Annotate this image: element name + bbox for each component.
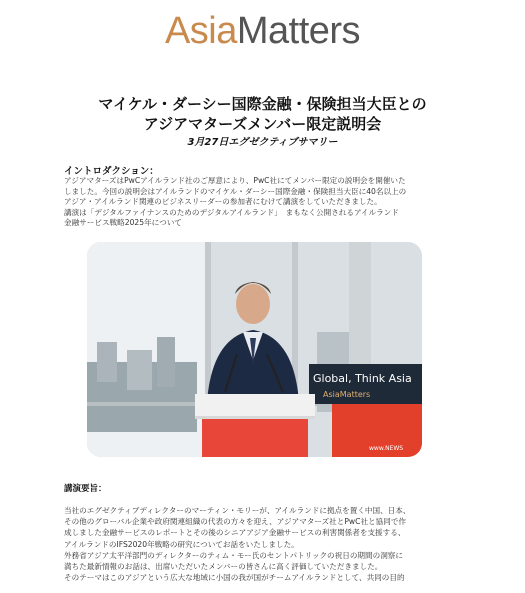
lecture-line: 外務省アジア太平洋部門のディレクターのティム・モー氏のセントパトリックの祝日の期間の洞察に — [64, 550, 403, 560]
event-photo — [87, 242, 422, 457]
lecture-line: その他のグローバル企業や政府関連組織の代表の方々を迎え、アジアマターズ社とPwC社と協同で作 — [64, 517, 407, 527]
intro-line: しました。今回の説明会はアイルランドのマイケル・ダーシー国際金融・保険担当大臣に40名以上の — [64, 186, 407, 196]
banner-text: Global, Think Asia — [313, 372, 412, 385]
asiamatters-logo — [0, 6, 525, 56]
lecture-heading: 講演要旨： — [64, 484, 107, 494]
banner-subtext: AsiaMatters — [323, 390, 371, 399]
lecture-line: そのテーマはこのアジアという広大な地域に小国の我が国がチームアイルランドとして、共同の目的 — [64, 573, 405, 583]
intro-heading: イントロダクション： — [64, 166, 159, 177]
document-subtitle: 3月27日エグゼクティブサマリー — [187, 137, 338, 148]
logo-part-matters: Matters — [236, 10, 361, 52]
speaker-photo-illustration — [87, 242, 422, 457]
intro-line: アジアマターズはPwCアイルランド社のご厚意により、PwC社にてメンバー限定の説明会を開催いた — [64, 176, 406, 185]
intro-line: 講演は「デジタルファイナンスのためのデジタルアイルランド」 まもなく公開されるアイルランド — [64, 207, 399, 217]
title-line-1: マイケル・ダーシー国際金融・保険担当大臣との — [98, 95, 427, 113]
photo-watermark: www.NEWS — [369, 445, 404, 452]
document-title — [0, 94, 525, 134]
intro-line: 金融サービス戦略2025年について — [64, 218, 182, 228]
lecture-line: 成しました金融サービスのレポートとその後のシニアアジア金融サービスの利害関係者を支援する、 — [64, 528, 406, 538]
lecture-body — [64, 505, 479, 583]
lecture-line: アイルランドのIFS2020年戦略の研究についてお話をいたしました。 — [64, 539, 299, 549]
intro-line: アジア・アイルランド関連のビジネスリーダーの参加者にむけて講演をしていただきました。 — [64, 197, 382, 207]
title-line-2: アジアマターズメンバー限定説明会 — [143, 115, 382, 133]
lecture-line: 満ちた最新情報のお話は、出席いただいたメンバーの皆さんに高く評価していただきました。 — [64, 562, 383, 572]
intro-body — [64, 176, 474, 229]
logo-part-asia: Asia — [164, 10, 237, 52]
lecture-line: 当社のエグゼクティブディレクターのマーティン・モリーが、アイルランドに拠点を置く中国、日本、 — [64, 506, 411, 515]
